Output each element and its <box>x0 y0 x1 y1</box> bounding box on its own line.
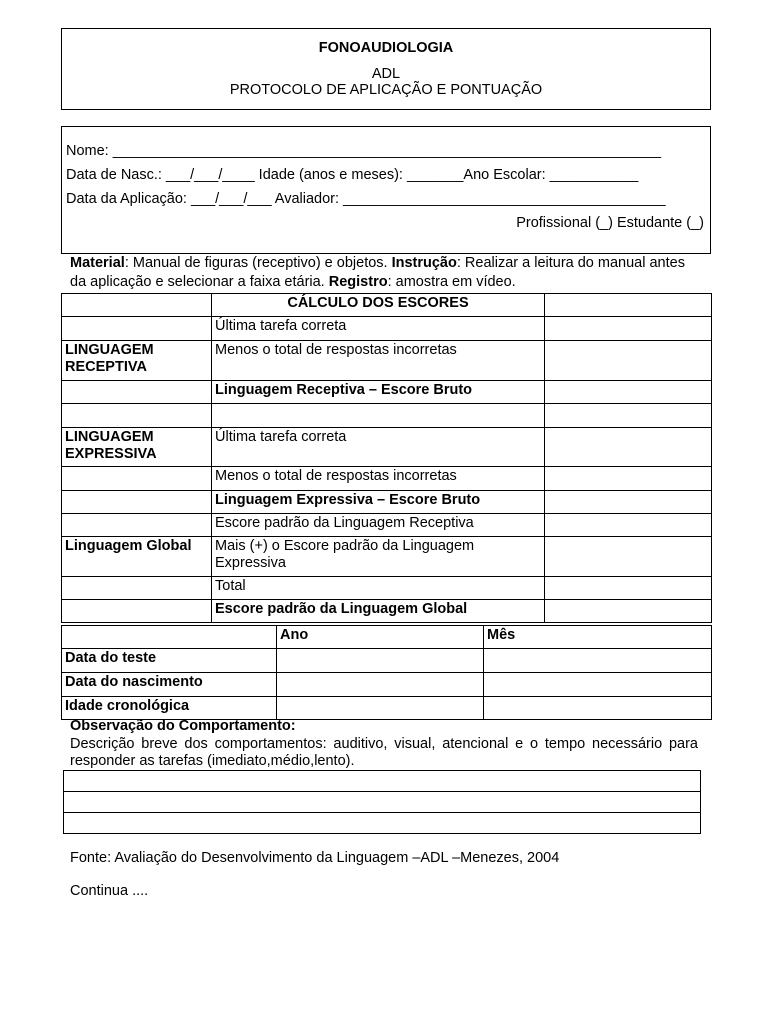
scores-row-desc <box>212 404 545 428</box>
scores-value-cell[interactable] <box>545 514 712 537</box>
dates-ano-cell[interactable] <box>277 649 484 673</box>
dates-row-label: Data do nascimento <box>62 673 277 697</box>
instrucao-label: Instrução <box>391 255 457 271</box>
scores-row-label: LINGUAGEM RECEPTIVA <box>62 341 212 381</box>
dates-row-label: Data do teste <box>62 649 277 673</box>
dates-row-label: Idade cronológica <box>62 697 277 720</box>
scores-value-cell[interactable] <box>545 537 712 577</box>
observation-title: Observação do Comportamento: <box>70 718 296 734</box>
dates-col-mes: Mês <box>484 626 712 649</box>
scores-value-cell[interactable] <box>545 467 712 491</box>
header-box <box>61 28 711 110</box>
scores-row-label <box>62 381 212 404</box>
scores-row-desc: Menos o total de respostas incorretas <box>212 341 545 381</box>
dates-mes-cell[interactable] <box>484 673 712 697</box>
scores-value-cell[interactable] <box>545 600 712 623</box>
profissional-field[interactable]: Profissional (_) Estudante (_) <box>516 215 704 231</box>
source-note: Fonte: Avaliação do Desenvolvimento da Linguagem –ADL –Menezes, 2004 <box>70 850 560 866</box>
aplicacao-field[interactable]: Data da Aplicação: ___/___/___ Avaliador: ________________________________________ <box>66 191 666 207</box>
observation-line[interactable] <box>64 792 701 813</box>
dates-mes-cell[interactable] <box>484 697 712 720</box>
dates-ano-cell[interactable] <box>277 673 484 697</box>
scores-value-cell[interactable] <box>545 491 712 514</box>
scores-value-cell[interactable] <box>545 404 712 428</box>
scores-row-desc: Escore padrão da Linguagem Global <box>212 600 545 623</box>
scores-row-desc: Última tarefa correta <box>212 428 545 467</box>
scores-value-cell[interactable] <box>545 317 712 341</box>
scores-value-cell[interactable] <box>545 341 712 381</box>
scores-row-label <box>62 600 212 623</box>
registro-label: Registro <box>328 274 388 290</box>
identification-box <box>61 126 711 254</box>
scores-row-desc: Total <box>212 577 545 600</box>
scores-row-label <box>62 317 212 341</box>
instructions-text <box>70 254 700 292</box>
scores-row-label <box>62 404 212 428</box>
doc-title: FONOAUDIOLOGIA <box>318 40 454 56</box>
scores-row-desc: Escore padrão da Linguagem Receptiva <box>212 514 545 537</box>
scores-row-desc: Menos o total de respostas incorretas <box>212 467 545 491</box>
scores-row-label <box>62 514 212 537</box>
scores-row-desc: Última tarefa correta <box>212 317 545 341</box>
material-text: : Manual de figuras (receptivo) e objetos. <box>124 255 392 271</box>
observation-lines-table <box>63 770 701 834</box>
instrucao-text: : Realizar a leitura do manual antes da aplicação e selecionar a faixa etária. <box>70 255 685 290</box>
nasc-field[interactable]: Data de Nasc.: ___/___/____ Idade (anos e meses): _______Ano Escolar: ___________ <box>66 167 639 183</box>
scores-value-cell[interactable] <box>545 381 712 404</box>
registro-text: : amostra em vídeo. <box>387 274 516 290</box>
observation-line[interactable] <box>64 813 701 834</box>
scores-row-desc: Linguagem Expressiva – Escore Bruto <box>212 491 545 514</box>
dates-table <box>61 625 712 720</box>
scores-empty-cell <box>62 294 212 317</box>
scores-row-label <box>62 491 212 514</box>
doc-subtitle-protocol: PROTOCOLO DE APLICAÇÃO E PONTUAÇÃO <box>229 82 543 98</box>
doc-subtitle-adl: ADL <box>371 66 401 82</box>
scores-row-label: LINGUAGEM EXPRESSIVA <box>62 428 212 467</box>
dates-col-ano: Ano <box>277 626 484 649</box>
scores-table <box>61 293 712 623</box>
scores-header: CÁLCULO DOS ESCORES <box>212 294 545 317</box>
scores-row-label: Linguagem Global <box>62 537 212 577</box>
scores-row-desc: Linguagem Receptiva – Escore Bruto <box>212 381 545 404</box>
continue-note: Continua .... <box>70 883 149 899</box>
observation-text: Descrição breve dos comportamentos: auditivo, visual, atencional e o tempo necessário para responder as tarefas (imediato,médio,lento). <box>70 736 698 769</box>
scores-value-cell[interactable] <box>545 577 712 600</box>
scores-row-desc: Mais (+) o Escore padrão da Linguagem Expressiva <box>212 537 545 577</box>
dates-mes-cell[interactable] <box>484 649 712 673</box>
scores-row-label <box>62 577 212 600</box>
scores-empty-cell <box>545 294 712 317</box>
dates-empty-cell <box>62 626 277 649</box>
material-label: Material <box>70 255 125 271</box>
scores-row-label <box>62 467 212 491</box>
scores-value-cell[interactable] <box>545 428 712 467</box>
dates-ano-cell[interactable] <box>277 697 484 720</box>
nome-field[interactable]: Nome: ____________________________________________________________________ <box>66 143 662 159</box>
observation-line[interactable] <box>64 771 701 792</box>
